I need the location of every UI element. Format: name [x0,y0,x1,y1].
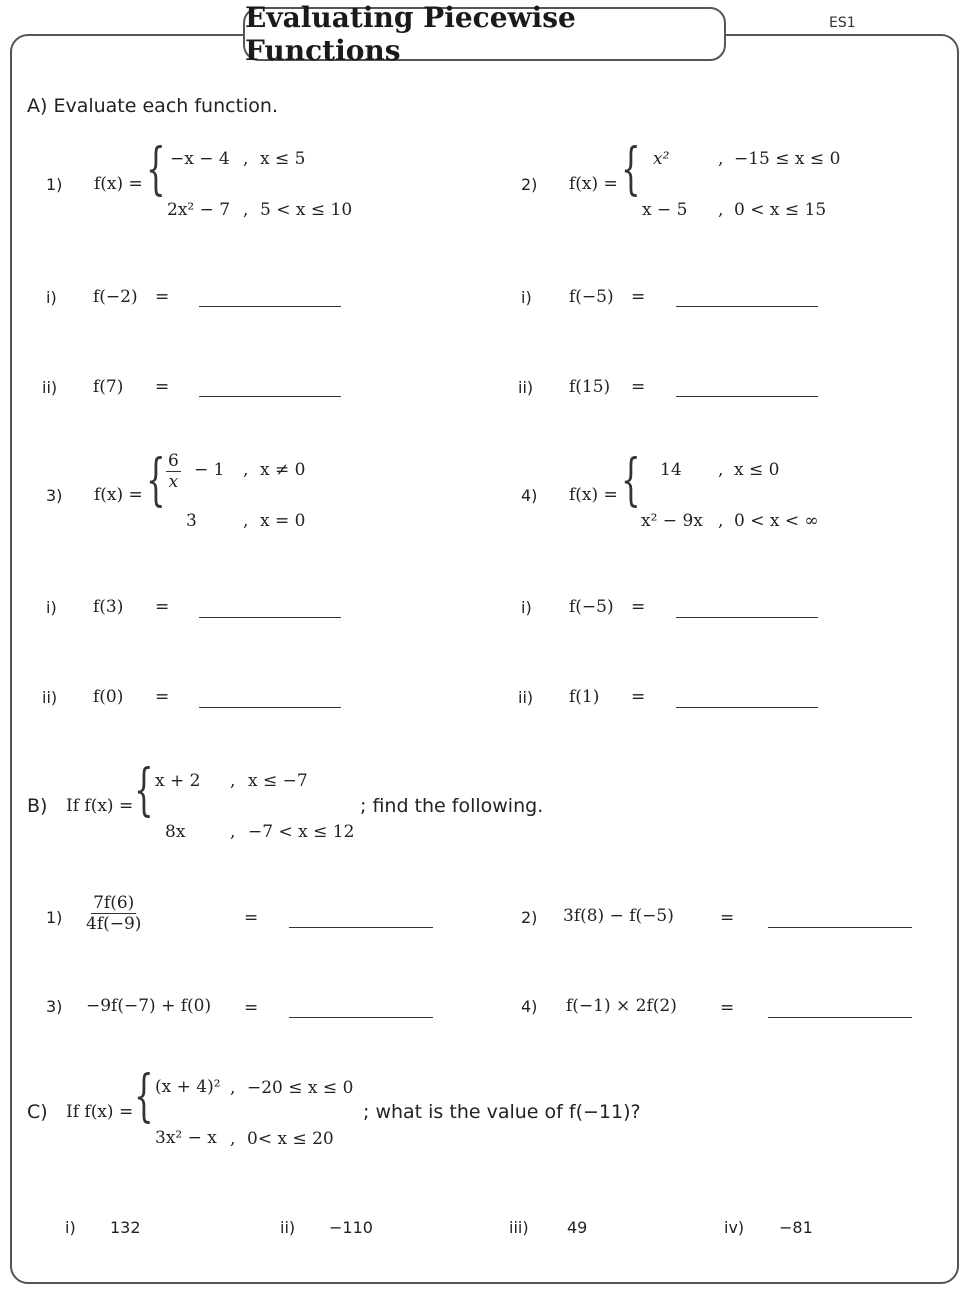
function-call: f(7) [93,377,124,397]
part-label: ii) [42,378,58,397]
piece-cond: −20 ≤ x ≤ 0 [247,1078,354,1098]
fraction-denominator: x [168,472,179,493]
piece-sep: , [718,200,724,220]
piece-expr: x² [653,149,670,169]
problem-number: 4) [521,486,538,505]
section-c-label: C) [27,1101,48,1123]
page-title: Evaluating Piecewise Functions [243,7,726,61]
piece-cond: 5 < x ≤ 10 [260,200,353,220]
piece-cond: −15 ≤ x ≤ 0 [734,149,841,169]
left-brace: { [146,448,166,513]
piece-expr: x + 2 [155,771,201,791]
problem-number: 1) [46,908,63,927]
left-brace: { [621,448,641,513]
piece-expr: − 1 [194,460,225,480]
piece-sep: , [718,511,724,531]
piece-cond: x ≠ 0 [260,460,306,480]
fraction-numerator: 7f(6) [93,893,135,913]
left-brace: { [134,758,154,823]
problem-number: 3) [46,997,63,1016]
answer-blank[interactable] [289,1017,433,1018]
piece-cond: 0 < x < ∞ [734,511,819,531]
function-lhs: f(x) = [94,485,143,505]
expression: f(−1) × 2f(2) [566,996,677,1016]
part-label: i) [46,288,57,307]
left-brace: { [134,1064,154,1129]
piece-sep: , [243,511,249,531]
left-brace: { [621,137,641,202]
equals-sign: = [155,377,170,397]
piece-expr: x − 5 [642,200,688,220]
answer-blank[interactable] [676,707,818,708]
function-lhs: f(x) = [569,174,618,194]
problem-number: 2) [521,175,538,194]
answer-blank[interactable] [676,396,818,397]
piece-cond: 0 < x ≤ 15 [734,200,827,220]
function-call: f(−5) [569,597,614,617]
piece-cond: 0< x ≤ 20 [247,1129,334,1149]
choice-label: iv) [724,1218,745,1237]
fraction [166,451,181,493]
section-b-label: B) [27,795,48,817]
piece-expr: −x − 4 [170,149,230,169]
piece-expr: 3x² − x [155,1128,217,1148]
section-c-lead: If f(x) = [66,1102,134,1122]
section-a-heading: A) Evaluate each function. [27,95,278,117]
part-label: ii) [518,688,534,707]
piece-cond: x ≤ 5 [260,149,306,169]
piece-expr: 3 [186,511,197,531]
piece-expr: (x + 4)² [155,1077,221,1097]
piece-expr: x² − 9x [641,511,703,531]
function-call: f(3) [93,597,124,617]
piece-sep: , [243,149,249,169]
problem-number: 2) [521,908,538,927]
piece-sep: , [243,200,249,220]
piece-cond: −7 < x ≤ 12 [248,822,355,842]
equals-sign: = [155,287,170,307]
piece-sep: , [230,1129,236,1149]
piece-expr: 2x² − 7 [167,200,231,220]
section-b-lead: If f(x) = [66,796,134,816]
equals-sign: = [631,597,646,617]
choice-value[interactable]: 49 [567,1218,588,1237]
answer-blank[interactable] [676,306,818,307]
choice-label: ii) [280,1218,296,1237]
fraction [86,893,141,935]
section-c-tail: ; what is the value of f(−11)? [363,1101,641,1123]
choice-value[interactable]: −110 [329,1218,373,1237]
piece-sep: , [230,1078,236,1098]
piece-cond: x ≤ 0 [734,460,780,480]
problem-number: 3) [46,486,63,505]
answer-blank[interactable] [199,617,341,618]
part-label: i) [521,288,532,307]
function-lhs: f(x) = [94,174,143,194]
piece-cond: x ≤ −7 [248,771,308,791]
equals-sign: = [155,687,170,707]
piece-sep: , [230,822,236,842]
section-b-tail: ; find the following. [360,795,544,817]
answer-blank[interactable] [199,707,341,708]
answer-blank[interactable] [199,396,341,397]
answer-blank[interactable] [289,927,433,928]
choice-label: i) [65,1218,76,1237]
piece-cond: x = 0 [260,511,306,531]
expression: 3f(8) − f(−5) [563,906,674,926]
function-call: f(1) [569,687,600,707]
piece-expr: 8x [165,822,186,842]
equals-sign: = [155,597,170,617]
fraction-numerator: 6 [168,451,179,471]
fraction-denominator: 4f(−9) [86,914,142,935]
equals-sign: = [631,287,646,307]
part-label: i) [521,598,532,617]
function-call: f(0) [93,687,124,707]
worksheet-code: ES1 [829,15,856,31]
piece-sep: , [718,460,724,480]
part-label: ii) [518,378,534,397]
piece-sep: , [243,460,249,480]
problem-number: 1) [46,175,63,194]
function-call: f(15) [569,377,611,397]
function-call: f(−2) [93,287,138,307]
piece-expr: 14 [660,460,682,480]
part-label: ii) [42,688,58,707]
answer-blank[interactable] [768,1017,912,1018]
answer-blank[interactable] [676,617,818,618]
choice-value[interactable]: −81 [779,1218,813,1237]
equals-sign: = [720,998,735,1018]
function-lhs: f(x) = [569,485,618,505]
equals-sign: = [720,908,735,928]
equals-sign: = [244,998,259,1018]
choice-label: iii) [509,1218,529,1237]
answer-blank[interactable] [199,306,341,307]
piece-sep: , [718,149,724,169]
answer-blank[interactable] [768,927,912,928]
part-label: i) [46,598,57,617]
left-brace: { [146,137,166,202]
equals-sign: = [631,377,646,397]
piece-sep: , [230,771,236,791]
expression: −9f(−7) + f(0) [86,996,212,1016]
equals-sign: = [244,908,259,928]
equals-sign: = [631,687,646,707]
choice-value[interactable]: 132 [110,1218,141,1237]
problem-number: 4) [521,997,538,1016]
function-call: f(−5) [569,287,614,307]
